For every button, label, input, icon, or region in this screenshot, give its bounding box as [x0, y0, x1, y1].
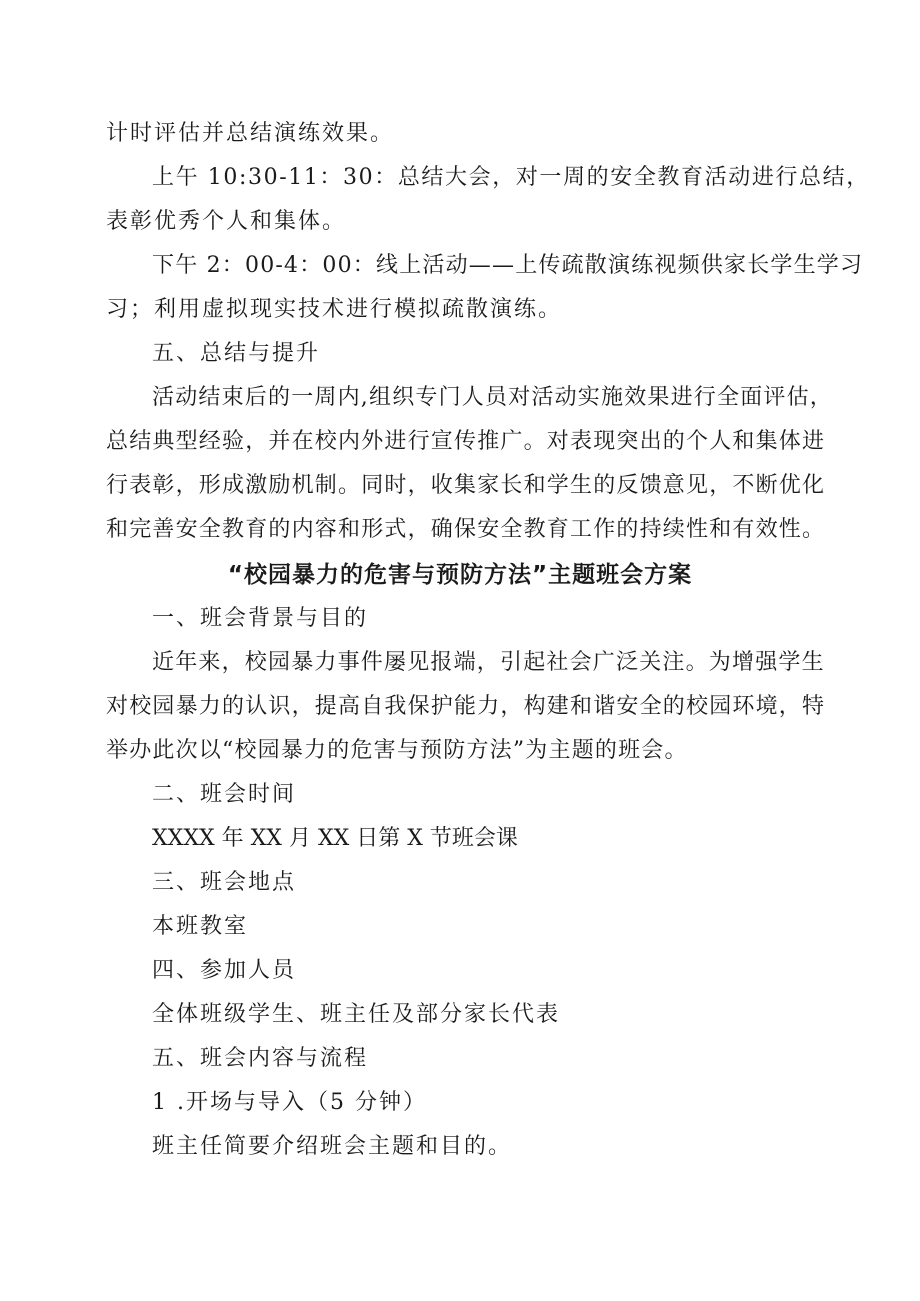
- paragraph-line: 班主任简要介绍班会主题和目的。: [152, 1134, 513, 1159]
- paragraph-line: XXXX 年 XX 月 XX 日第 X 节班会课: [152, 826, 518, 851]
- sub-heading: 1 .开场与导入（5 分钟）: [152, 1090, 427, 1115]
- paragraph-line: 本班教室: [152, 914, 249, 939]
- paragraph-line: 活动结束后的一周内,组织专门人员对活动实施效果进行全面评估，: [152, 385, 833, 410]
- paragraph-line: 计时评估并总结演练效果。: [106, 121, 395, 146]
- paragraph-line: 和完善安全教育的内容和形式，确保安全教育工作的持续性和有效性。: [106, 517, 826, 542]
- paragraph-line: 全体班级学生、班主任及部分家长代表: [152, 1002, 561, 1027]
- section-heading: 五、班会内容与流程: [152, 1046, 369, 1071]
- paragraph-line: 表彰优秀个人和集体。: [106, 209, 347, 234]
- paragraph-line: 行表彰，形成激励机制。同时，收集家长和学生的反馈意见，不断优化: [106, 473, 826, 498]
- paragraph-line: 上午 10:30-11：30：总结大会，对一周的安全教育活动进行总结，: [152, 165, 870, 190]
- paragraph-line: 下午 2：00-4：00：线上活动——上传疏散演练视频供家长学生学习: [152, 253, 864, 278]
- paragraph-line: 总结典型经验，并在校内外进行宣传推广。对表现突出的个人和集体进: [106, 429, 826, 454]
- paragraph-line: 对校园暴力的认识，提高自我保护能力，构建和谐安全的校园环境，特: [106, 694, 826, 719]
- document-title: “校园暴力的危害与预防方法”主题班会方案: [227, 562, 693, 588]
- section-heading: 二、班会时间: [152, 782, 297, 807]
- text-block-top: [106, 112, 870, 552]
- section-heading: 五、总结与提升: [152, 341, 321, 366]
- text-block-bottom: [106, 597, 826, 1169]
- section-heading: 四、参加人员: [152, 958, 297, 983]
- section-heading: 三、班会地点: [152, 870, 297, 895]
- section-heading: 一、班会背景与目的: [152, 606, 369, 631]
- paragraph-line: 举办此次以“校园暴力的危害与预防方法”为主题的班会。: [106, 738, 688, 763]
- paragraph-line: 习；利用虚拟现实技术进行模拟疏散演练。: [106, 297, 563, 322]
- paragraph-line: 近年来，校园暴力事件屡见报端，引起社会广泛关注。为增强学生: [152, 650, 825, 675]
